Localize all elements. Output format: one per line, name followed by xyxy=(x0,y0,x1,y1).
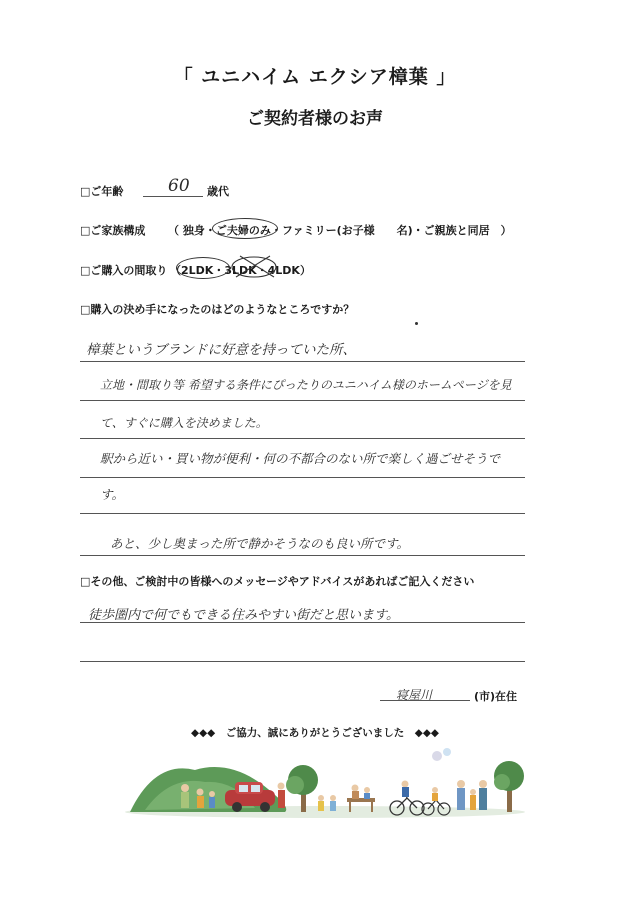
age-suffix: 歳代 xyxy=(207,185,229,198)
rule-line xyxy=(80,513,525,514)
layout-selected-circle xyxy=(176,257,230,279)
layout-crossed-mark xyxy=(230,253,280,281)
rule-line xyxy=(80,555,525,556)
reason-line-3: 駅から近い・買い物が便利・何の不都合のない所で楽しく過ごせそうです。 xyxy=(100,451,501,502)
page-title: 「 ユニハイム エクシア樟葉 」 xyxy=(173,66,457,88)
message-question: □その他、ご検討中の皆様へのメッセージやアドバイスがあればご記入ください xyxy=(80,575,475,588)
reason-line-4: あと、少し奥まった所で静かそうなのも良い所です。 xyxy=(110,536,410,551)
reason-question: □購入の決め手になったのはどのようなところですか？ xyxy=(80,303,355,316)
tree-icon xyxy=(286,765,318,812)
thanks-footer: ◆◆◆ ご協力、誠にありがとうございました ◆◆◆ xyxy=(191,727,439,739)
layout-options: （2LDK・3LDK・4LDK） xyxy=(170,264,311,277)
message-line: 徒歩圏内で何でもできる住みやすい街だと思います。 xyxy=(88,608,399,623)
ink-dot xyxy=(415,322,418,325)
family-selected-circle xyxy=(212,218,278,239)
rule-line xyxy=(80,361,525,362)
community-illustration xyxy=(125,740,525,820)
family-options: （ 独身・ご夫婦のみ・ファミリー(お子様 名)・ご親族と同居 ） xyxy=(168,224,512,237)
rule-line xyxy=(80,661,525,662)
residence-suffix: (市)在住 xyxy=(474,690,518,703)
family-label: □ご家族構成 xyxy=(80,224,146,237)
layout-label: □ご購入の間取り xyxy=(80,264,168,277)
page-subtitle: ご契約者様のお声 xyxy=(247,109,383,129)
age-label: □ご年齢 xyxy=(80,185,124,198)
age-underline xyxy=(143,196,203,197)
age-value: 60 xyxy=(168,176,190,196)
tree-icon xyxy=(494,761,524,812)
residence-city: 寝屋川 xyxy=(396,688,433,702)
reason-line-1: 樟葉というブランドに好意を持っていた所、 xyxy=(86,342,356,358)
reason-line-2: 立地・間取り等 希望する条件にぴったりのユニハイム様のホームページを見て、すぐに購入を決めました。 xyxy=(100,378,512,430)
